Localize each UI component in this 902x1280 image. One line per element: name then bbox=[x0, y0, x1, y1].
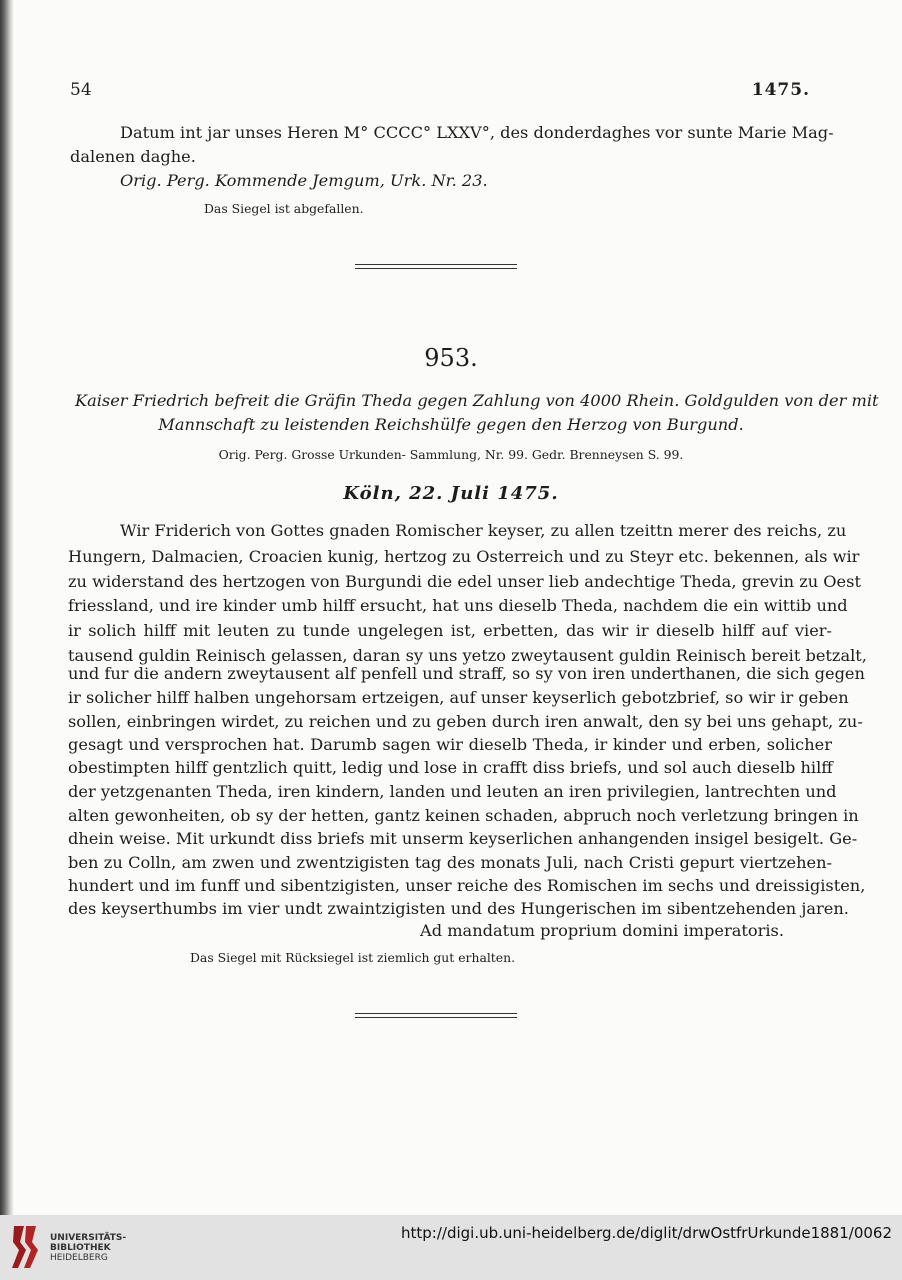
body-line: Hungern, Dalmacien, Croacien kunig, hertzog zu Osterreich und zu Steyr etc. bekennen, als wir bbox=[68, 547, 860, 566]
body-line: dhein weise. Mit urkundt diss briefs mit unserm keyserlichen anhangenden insigel besigelt. Ge- bbox=[68, 829, 858, 848]
body-line: ir solich hilff mit leuten zu tunde ungelegen ist, erbetten, das wir ir dieselb hilff auf vier- bbox=[68, 621, 832, 640]
body-line: obestimpten hilff gentzlich quitt, ledig und lose in crafft diss briefs, und sol auch dieselb hilff bbox=[68, 758, 833, 777]
prev-entry-seal-note: Das Siegel ist abgefallen. bbox=[204, 201, 364, 216]
regest-title-line: Mannschaft zu leistenden Reichshülfe gegen den Herzog von Burgund. bbox=[158, 415, 744, 434]
prev-entry-line: Datum int jar unses Heren M° CCCC° LXXV°, des donderdaghes vor sunte Marie Mag- bbox=[120, 123, 834, 142]
body-line: tausend guldin Reinisch gelassen, daran sy uns yetzo zweytausent guldin Reinisch bereit betzalt, bbox=[68, 646, 867, 665]
body-line: alten gewonheiten, ob sy der hetten, gantz keinen schaden, abpruch noch verletzung bringen in bbox=[68, 806, 859, 825]
library-name-line: BIBLIOTHEK bbox=[50, 1243, 111, 1253]
page-number: 54 bbox=[70, 80, 92, 100]
body-line: der yetzgenanten Theda, iren kindern, landen und leuten an iren privilegien, lantrechten und bbox=[68, 782, 837, 801]
library-name-line: UNIVERSITÄTS- bbox=[50, 1233, 127, 1243]
library-name bbox=[50, 1233, 126, 1263]
body-line: hundert und im funff und sibentzigisten, unser reiche des Romischen im sechs und dreissigisten, bbox=[68, 876, 866, 895]
book-spine-shadow bbox=[0, 0, 14, 1215]
closing-formula: Ad mandatum proprium domini imperatoris. bbox=[420, 921, 784, 940]
body-line: friessland, und ire kinder umb hilff ersucht, hat uns dieselb Theda, nachdem die ein wittib und bbox=[68, 596, 848, 615]
body-line: ir solicher hilff halben ungehorsam ertzeigen, auf unser keyserlich gebotzbrief, so wir ir geben bbox=[68, 688, 849, 707]
body-line: ben zu Colln, am zwen und zwentzigisten tag des monats Juli, nach Cristi gepurt viertzehen- bbox=[68, 853, 832, 872]
body-line: des keyserthumbs im vier undt zwaintzigisten und des Hungerischen im sibentzehenden jaren. bbox=[68, 899, 849, 918]
university-library-logo-icon bbox=[10, 1224, 40, 1270]
prev-entry-source: Orig. Perg. Kommende Jemgum, Urk. Nr. 23. bbox=[120, 171, 488, 190]
body-line: Wir Friderich von Gottes gnaden Romischer keyser, zu allen tzeittn merer des reichs, zu bbox=[120, 521, 847, 540]
library-name-line: HEIDELBERG bbox=[50, 1253, 108, 1263]
running-head-year: 1475. bbox=[751, 80, 810, 100]
source-note: Orig. Perg. Grosse Urkunden- Sammlung, Nr. 99. Gedr. Brenneysen S. 99. bbox=[218, 447, 684, 462]
place-date: Köln, 22. Juli 1475. bbox=[343, 483, 559, 504]
prev-entry-line: dalenen daghe. bbox=[70, 147, 196, 166]
body-line: gesagt und versprochen hat. Darumb sagen wir dieselb Theda, ir kinder und erben, solicher bbox=[68, 735, 832, 754]
seal-note: Das Siegel mit Rücksiegel ist ziemlich gut erhalten. bbox=[190, 950, 516, 965]
body-line: und fur die andern zweytausent alf penfell und straff, so sy von iren underthanen, die sich gegen bbox=[68, 664, 865, 683]
regest-title-line: Kaiser Friedrich befreit die Gräfin Theda gegen Zahlung von 4000 Rhein. Goldgulden von der mit bbox=[75, 391, 879, 410]
body-line: sollen, einbringen wirdet, zu reichen und zu geben durch iren anwalt, den sy bei uns gehapt, zu- bbox=[68, 712, 863, 731]
document-number: 953. bbox=[424, 344, 478, 372]
section-divider bbox=[355, 1013, 517, 1018]
body-line: zu widerstand des hertzogen von Burgundi die edel unser lieb andechtige Theda, grevin zu Oest bbox=[68, 572, 861, 591]
section-divider bbox=[355, 264, 517, 269]
permalink-url[interactable]: http://digi.ub.uni-heidelberg.de/diglit/drwOstfrUrkunde1881/0062 bbox=[401, 1224, 892, 1242]
